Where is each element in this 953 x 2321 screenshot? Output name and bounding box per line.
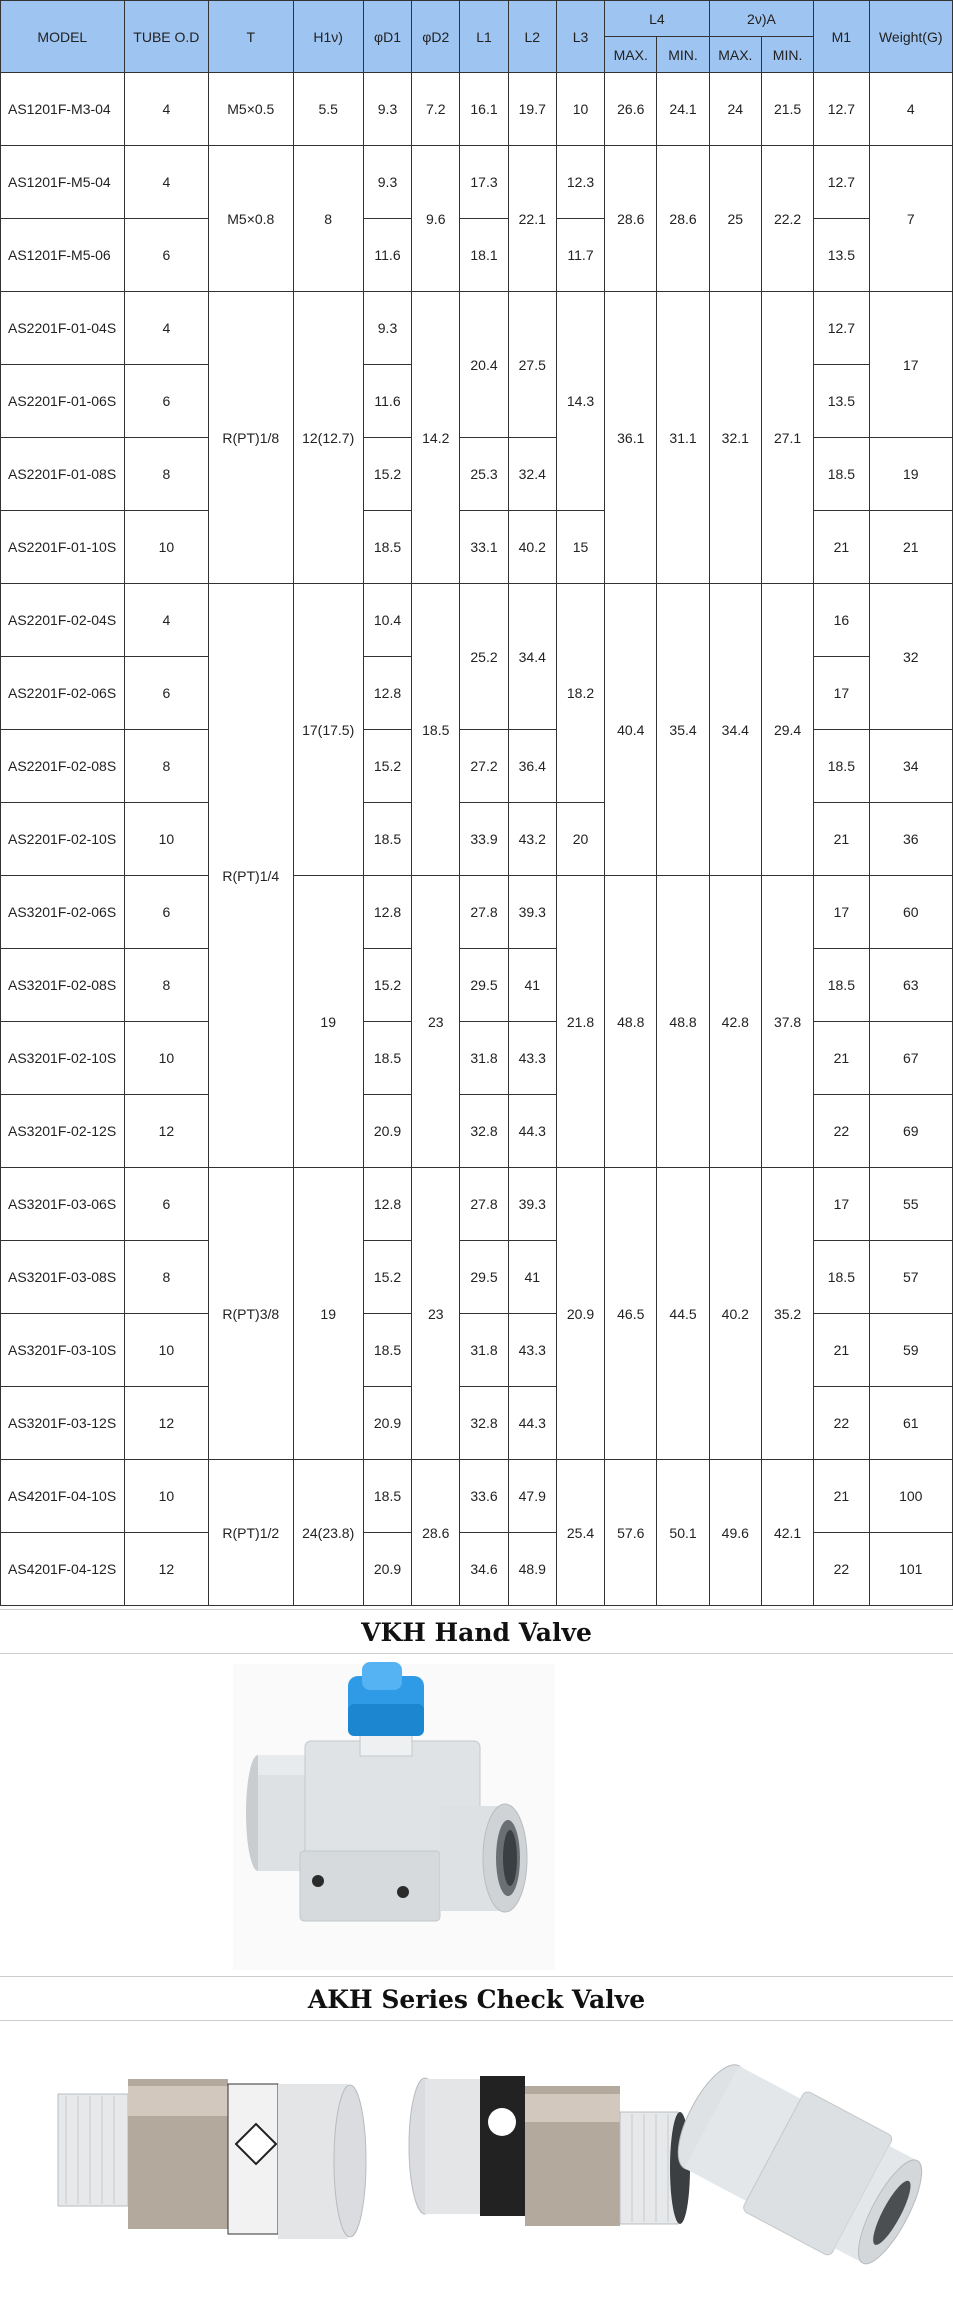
tube-od-cell: 8 — [124, 438, 208, 511]
a-min-cell: 42.1 — [761, 1460, 813, 1606]
m1-cell: 18.5 — [814, 1241, 869, 1314]
hand-valve-illustration — [0, 1656, 953, 1976]
m1-cell: 18.5 — [814, 949, 869, 1022]
weight-cell: 17 — [869, 292, 953, 438]
l4-min-cell: 50.1 — [657, 1460, 709, 1606]
d1-cell: 18.5 — [363, 511, 411, 584]
l2-cell: 27.5 — [508, 292, 556, 438]
h1-cell: 19 — [293, 1168, 363, 1460]
vkh-hand-valve-title: VKH Hand Valve — [0, 1609, 953, 1654]
l3-cell: 20 — [556, 803, 604, 876]
check-valve-1 — [58, 2079, 366, 2239]
h1-cell: 17(17.5) — [293, 584, 363, 876]
l2-cell: 19.7 — [508, 73, 556, 146]
t-cell: R(PT)1/2 — [209, 1460, 293, 1606]
h1-cell: 5.5 — [293, 73, 363, 146]
l3-cell: 25.4 — [556, 1460, 604, 1606]
t-cell: M5×0.8 — [209, 146, 293, 292]
d1-cell: 11.6 — [363, 219, 411, 292]
l2-cell: 32.4 — [508, 438, 556, 511]
l4-max-cell: 36.1 — [605, 292, 657, 584]
d1-cell: 12.8 — [363, 1168, 411, 1241]
check-valve-illustration — [0, 2024, 953, 2316]
d1-cell: 15.2 — [363, 730, 411, 803]
l2-cell: 41 — [508, 949, 556, 1022]
d1-cell: 18.5 — [363, 1022, 411, 1095]
model-cell: AS3201F-03-06S — [1, 1168, 125, 1241]
weight-cell: 63 — [869, 949, 953, 1022]
l4-min-cell: 35.4 — [657, 584, 709, 876]
l2-cell: 40.2 — [508, 511, 556, 584]
d1-cell: 20.9 — [363, 1095, 411, 1168]
header-a-min: MIN. — [761, 37, 813, 73]
m1-cell: 17 — [814, 657, 869, 730]
l1-cell: 31.8 — [460, 1314, 508, 1387]
l1-cell: 29.5 — [460, 949, 508, 1022]
t-cell: R(PT)1/8 — [209, 292, 293, 584]
l2-cell: 39.3 — [508, 876, 556, 949]
model-cell: AS2201F-02-04S — [1, 584, 125, 657]
weight-cell: 67 — [869, 1022, 953, 1095]
tube-od-cell: 10 — [124, 511, 208, 584]
vkh-hand-valve-image — [0, 1656, 953, 1976]
tube-od-cell: 6 — [124, 876, 208, 949]
l4-max-cell: 40.4 — [605, 584, 657, 876]
model-cell: AS3201F-02-08S — [1, 949, 125, 1022]
weight-cell: 19 — [869, 438, 953, 511]
d1-cell: 9.3 — [363, 146, 411, 219]
l3-cell: 10 — [556, 73, 604, 146]
h1-cell: 8 — [293, 146, 363, 292]
a-max-cell: 34.4 — [709, 584, 761, 876]
model-cell: AS4201F-04-12S — [1, 1533, 125, 1606]
d1-cell: 20.9 — [363, 1533, 411, 1606]
header-l4-max: MAX. — [605, 37, 657, 73]
h1-cell: 24(23.8) — [293, 1460, 363, 1606]
model-cell: AS1201F-M5-06 — [1, 219, 125, 292]
l2-cell: 43.2 — [508, 803, 556, 876]
l2-cell: 48.9 — [508, 1533, 556, 1606]
a-max-cell: 24 — [709, 73, 761, 146]
a-max-cell: 25 — [709, 146, 761, 292]
tube-od-cell: 10 — [124, 1314, 208, 1387]
l4-min-cell: 24.1 — [657, 73, 709, 146]
l2-cell: 34.4 — [508, 584, 556, 730]
a-max-cell: 49.6 — [709, 1460, 761, 1606]
model-cell: AS2201F-02-06S — [1, 657, 125, 730]
table-row — [1, 146, 953, 219]
a-max-cell: 42.8 — [709, 876, 761, 1168]
d2-cell: 28.6 — [412, 1460, 460, 1606]
table-row — [1, 73, 953, 146]
weight-cell: 7 — [869, 146, 953, 292]
d1-cell: 9.3 — [363, 73, 411, 146]
header-t: T — [209, 1, 293, 73]
l1-cell: 33.9 — [460, 803, 508, 876]
check-valve-3 — [660, 2047, 938, 2281]
tube-od-cell: 6 — [124, 365, 208, 438]
header-l3: L3 — [556, 1, 604, 73]
a-max-cell: 40.2 — [709, 1168, 761, 1460]
m1-cell: 18.5 — [814, 438, 869, 511]
weight-cell: 69 — [869, 1095, 953, 1168]
a-min-cell: 27.1 — [761, 292, 813, 584]
header-m1: M1 — [814, 1, 869, 73]
tube-od-cell: 4 — [124, 584, 208, 657]
model-cell: AS2201F-01-08S — [1, 438, 125, 511]
m1-cell: 18.5 — [814, 730, 869, 803]
tube-od-cell: 8 — [124, 730, 208, 803]
akh-check-valve-title: AKH Series Check Valve — [0, 1976, 953, 2021]
l1-cell: 33.1 — [460, 511, 508, 584]
l4-min-cell: 28.6 — [657, 146, 709, 292]
l4-max-cell: 48.8 — [605, 876, 657, 1168]
l2-cell: 39.3 — [508, 1168, 556, 1241]
tube-od-cell: 12 — [124, 1533, 208, 1606]
weight-cell: 4 — [869, 73, 953, 146]
d1-cell: 10.4 — [363, 584, 411, 657]
t-cell: R(PT)1/4 — [209, 584, 293, 1168]
l1-cell: 18.1 — [460, 219, 508, 292]
m1-cell: 12.7 — [814, 73, 869, 146]
a-max-cell: 32.1 — [709, 292, 761, 584]
model-cell: AS2201F-01-04S — [1, 292, 125, 365]
weight-cell: 32 — [869, 584, 953, 730]
d2-cell: 9.6 — [412, 146, 460, 292]
l3-cell: 21.8 — [556, 876, 604, 1168]
h1-cell: 12(12.7) — [293, 292, 363, 584]
l1-cell: 20.4 — [460, 292, 508, 438]
model-cell: AS3201F-03-12S — [1, 1387, 125, 1460]
l4-max-cell: 28.6 — [605, 146, 657, 292]
m1-cell: 21 — [814, 803, 869, 876]
tube-od-cell: 6 — [124, 657, 208, 730]
m1-cell: 21 — [814, 1022, 869, 1095]
l2-cell: 44.3 — [508, 1095, 556, 1168]
t-cell: M5×0.5 — [209, 73, 293, 146]
weight-cell: 36 — [869, 803, 953, 876]
d1-cell: 15.2 — [363, 1241, 411, 1314]
header-a-max: MAX. — [709, 37, 761, 73]
header-tube-od: TUBE O.D — [124, 1, 208, 73]
table-row — [1, 876, 953, 949]
table-row — [1, 1460, 953, 1533]
header-weight: Weight(G) — [869, 1, 953, 73]
d1-cell: 18.5 — [363, 1314, 411, 1387]
weight-cell: 57 — [869, 1241, 953, 1314]
a-min-cell: 21.5 — [761, 73, 813, 146]
weight-cell: 55 — [869, 1168, 953, 1241]
tube-od-cell: 8 — [124, 1241, 208, 1314]
m1-cell: 22 — [814, 1387, 869, 1460]
d2-cell: 14.2 — [412, 292, 460, 584]
m1-cell: 12.7 — [814, 146, 869, 219]
l2-cell: 43.3 — [508, 1022, 556, 1095]
table-row — [1, 584, 953, 657]
model-cell: AS2201F-02-08S — [1, 730, 125, 803]
m1-cell: 13.5 — [814, 365, 869, 438]
d1-cell: 15.2 — [363, 949, 411, 1022]
m1-cell: 21 — [814, 511, 869, 584]
model-cell: AS3201F-02-10S — [1, 1022, 125, 1095]
d1-cell: 12.8 — [363, 657, 411, 730]
tube-od-cell: 8 — [124, 949, 208, 1022]
model-cell: AS3201F-03-08S — [1, 1241, 125, 1314]
l4-max-cell: 26.6 — [605, 73, 657, 146]
header-l1: L1 — [460, 1, 508, 73]
table-row — [1, 1168, 953, 1241]
l1-cell: 27.8 — [460, 1168, 508, 1241]
header-d2: φD2 — [412, 1, 460, 73]
tube-od-cell: 4 — [124, 73, 208, 146]
header-model: MODEL — [1, 1, 125, 73]
model-cell: AS1201F-M5-04 — [1, 146, 125, 219]
l4-max-cell: 46.5 — [605, 1168, 657, 1460]
a-min-cell: 29.4 — [761, 584, 813, 876]
weight-cell: 61 — [869, 1387, 953, 1460]
l2-cell: 44.3 — [508, 1387, 556, 1460]
header-l4: L4 — [605, 1, 710, 37]
model-cell: AS2201F-01-06S — [1, 365, 125, 438]
m1-cell: 21 — [814, 1460, 869, 1533]
tube-od-cell: 4 — [124, 146, 208, 219]
model-cell: AS2201F-01-10S — [1, 511, 125, 584]
l2-cell: 47.9 — [508, 1460, 556, 1533]
l4-min-cell: 44.5 — [657, 1168, 709, 1460]
tube-od-cell: 6 — [124, 219, 208, 292]
d2-cell: 23 — [412, 1168, 460, 1460]
m1-cell: 22 — [814, 1095, 869, 1168]
t-cell: R(PT)3/8 — [209, 1168, 293, 1460]
l4-min-cell: 31.1 — [657, 292, 709, 584]
akh-check-valve-image — [0, 2024, 953, 2316]
tube-od-cell: 12 — [124, 1387, 208, 1460]
d2-cell: 7.2 — [412, 73, 460, 146]
m1-cell: 22 — [814, 1533, 869, 1606]
l1-cell: 32.8 — [460, 1095, 508, 1168]
weight-cell: 34 — [869, 730, 953, 803]
m1-cell: 17 — [814, 876, 869, 949]
weight-cell: 59 — [869, 1314, 953, 1387]
d2-cell: 23 — [412, 876, 460, 1168]
m1-cell: 17 — [814, 1168, 869, 1241]
l1-cell: 32.8 — [460, 1387, 508, 1460]
tube-od-cell: 4 — [124, 292, 208, 365]
m1-cell: 21 — [814, 1314, 869, 1387]
l3-cell: 15 — [556, 511, 604, 584]
tube-od-cell: 10 — [124, 803, 208, 876]
l4-min-cell: 48.8 — [657, 876, 709, 1168]
weight-cell: 100 — [869, 1460, 953, 1533]
model-cell: AS3201F-03-10S — [1, 1314, 125, 1387]
header-d1: φD1 — [363, 1, 411, 73]
header-h1: H1ν) — [293, 1, 363, 73]
tube-od-cell: 6 — [124, 1168, 208, 1241]
d1-cell: 20.9 — [363, 1387, 411, 1460]
m1-cell: 16 — [814, 584, 869, 657]
d1-cell: 11.6 — [363, 365, 411, 438]
l2-cell: 41 — [508, 1241, 556, 1314]
l4-max-cell: 57.6 — [605, 1460, 657, 1606]
model-cell: AS3201F-02-06S — [1, 876, 125, 949]
l3-cell: 14.3 — [556, 292, 604, 511]
l1-cell: 34.6 — [460, 1533, 508, 1606]
model-cell: AS1201F-M3-04 — [1, 73, 125, 146]
l1-cell: 25.2 — [460, 584, 508, 730]
header-a: 2ν)A — [709, 1, 814, 37]
a-min-cell: 37.8 — [761, 876, 813, 1168]
l1-cell: 27.2 — [460, 730, 508, 803]
weight-cell: 101 — [869, 1533, 953, 1606]
a-min-cell: 22.2 — [761, 146, 813, 292]
d1-cell: 12.8 — [363, 876, 411, 949]
tube-od-cell: 10 — [124, 1022, 208, 1095]
l1-cell: 17.3 — [460, 146, 508, 219]
l1-cell: 16.1 — [460, 73, 508, 146]
weight-cell: 60 — [869, 876, 953, 949]
d1-cell: 15.2 — [363, 438, 411, 511]
model-cell: AS4201F-04-10S — [1, 1460, 125, 1533]
tube-od-cell: 10 — [124, 1460, 208, 1533]
header-l4-min: MIN. — [657, 37, 709, 73]
model-cell: AS3201F-02-12S — [1, 1095, 125, 1168]
m1-cell: 12.7 — [814, 292, 869, 365]
l3-cell: 11.7 — [556, 219, 604, 292]
l1-cell: 31.8 — [460, 1022, 508, 1095]
header-l2: L2 — [508, 1, 556, 73]
l2-cell: 22.1 — [508, 146, 556, 292]
m1-cell: 13.5 — [814, 219, 869, 292]
a-min-cell: 35.2 — [761, 1168, 813, 1460]
l3-cell: 18.2 — [556, 584, 604, 803]
check-valve-2 — [409, 2076, 690, 2226]
l2-cell: 36.4 — [508, 730, 556, 803]
l1-cell: 29.5 — [460, 1241, 508, 1314]
d1-cell: 18.5 — [363, 1460, 411, 1533]
weight-cell: 21 — [869, 511, 953, 584]
d1-cell: 18.5 — [363, 803, 411, 876]
l3-cell: 20.9 — [556, 1168, 604, 1460]
model-cell: AS2201F-02-10S — [1, 803, 125, 876]
d1-cell: 9.3 — [363, 292, 411, 365]
tube-od-cell: 12 — [124, 1095, 208, 1168]
table-row — [1, 292, 953, 365]
l1-cell: 27.8 — [460, 876, 508, 949]
l1-cell: 33.6 — [460, 1460, 508, 1533]
h1-cell: 19 — [293, 876, 363, 1168]
l3-cell: 12.3 — [556, 146, 604, 219]
l1-cell: 25.3 — [460, 438, 508, 511]
l2-cell: 43.3 — [508, 1314, 556, 1387]
d2-cell: 18.5 — [412, 584, 460, 876]
